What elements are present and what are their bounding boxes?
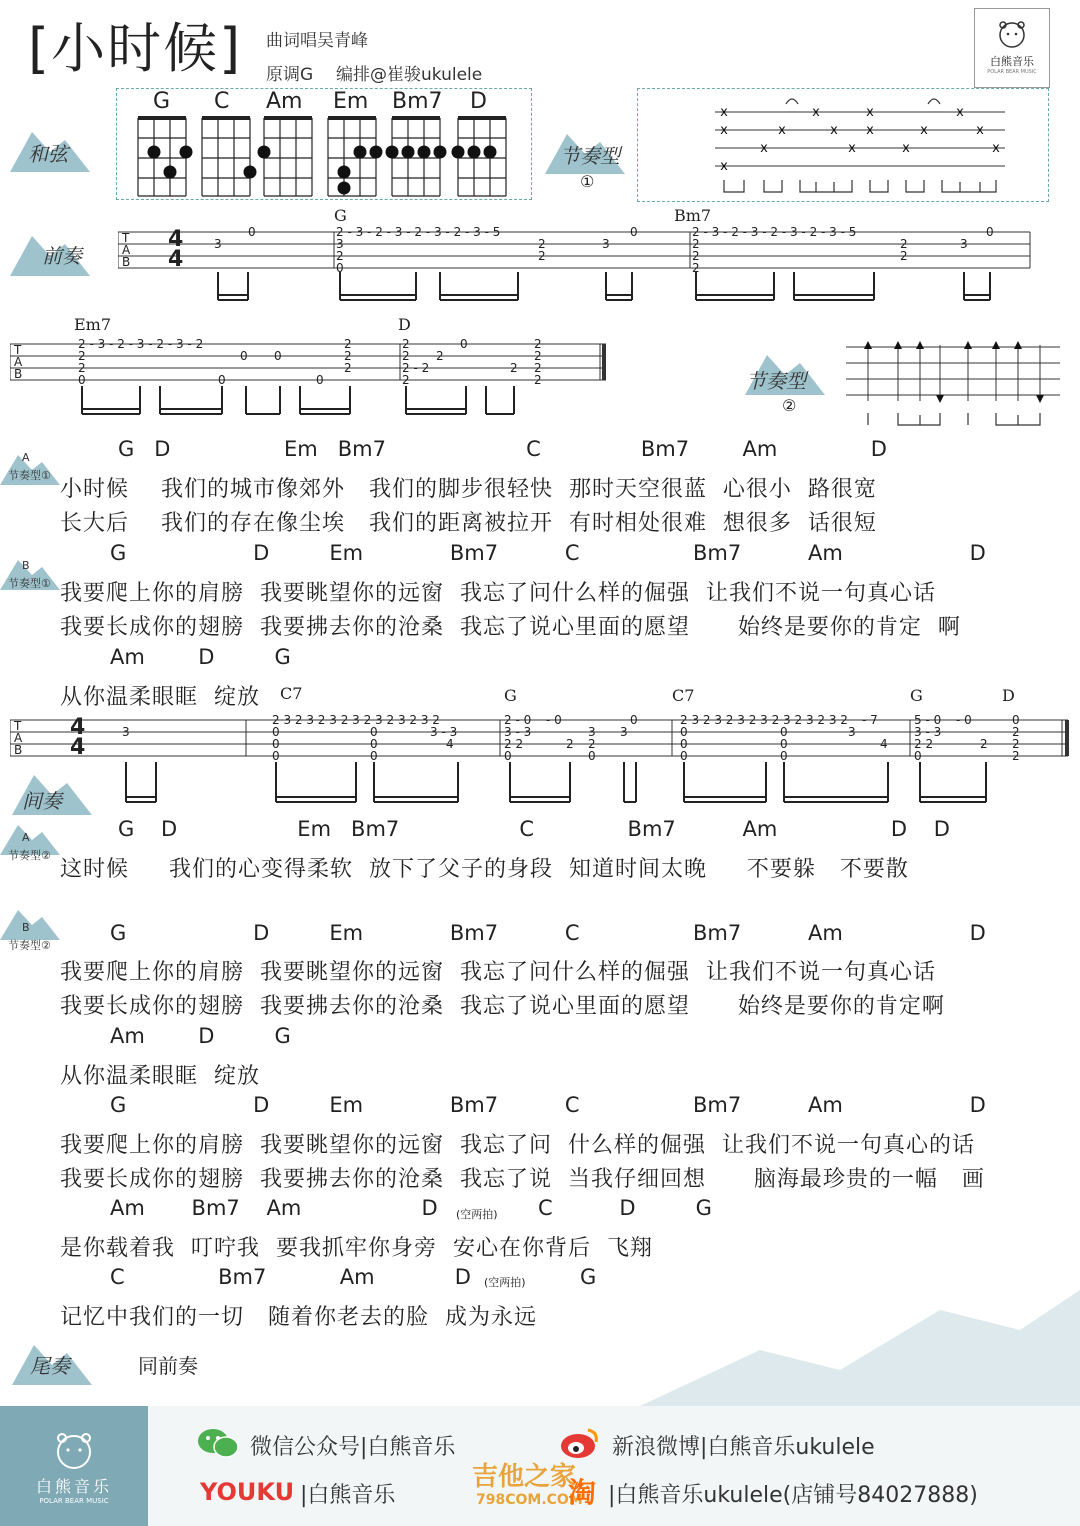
svg-text:3: 3 — [960, 237, 968, 251]
section-marker-a: A — [22, 831, 30, 844]
svg-text:T: T — [14, 719, 22, 733]
svg-text:2 - 3 - 2 - 3 - 2 - 3 - 2 - 3: 2 - 3 - 2 - 3 - 2 - 3 - 2 - 3 - 5 — [336, 225, 501, 239]
footer-logo-text: 白熊音乐 — [35, 1477, 112, 1496]
chord-name-c: C — [214, 89, 230, 114]
lyric-line: 是你载着我 叮咛我 要我抓牢你身旁 安心在你背后 飞翔 — [60, 1236, 653, 1261]
bear-icon — [44, 1426, 104, 1470]
tab-letter-b: B — [122, 255, 131, 269]
chord-line: Am Bm7 Am D — [110, 1196, 438, 1220]
svg-text:0: 0 — [914, 749, 922, 763]
chord-line: G D Em Bm7 C Bm7 Am D — [110, 541, 986, 565]
svg-text:0: 0 — [240, 349, 248, 363]
svg-text:2 - 0: 2 - 0 — [504, 713, 532, 727]
svg-text:2: 2 — [1012, 749, 1020, 763]
chord-line: C Bm7 Am D — [110, 1265, 471, 1289]
svg-text:0: 0 — [680, 737, 688, 751]
section-marker-a: A — [22, 451, 30, 464]
outro-text: 同前奏 — [138, 1354, 198, 1378]
svg-text:A: A — [14, 355, 23, 369]
svg-text:2: 2 — [534, 373, 542, 387]
logo-subtext: POLAR BEAR MUSIC — [987, 69, 1037, 75]
svg-text:0: 0 — [588, 749, 596, 763]
chord-line: Am D G — [110, 1024, 291, 1048]
lyric-line: 我要爬上你的肩膀 我要眺望你的远窗 我忘了问什么样的倔强 让我们不说一句真心话 — [60, 581, 936, 606]
svg-text:x: x — [956, 105, 964, 120]
lyric-line: 长大后 我们的存在像尘埃 我们的距离被拉开 有时相处很难 想很多 话很短 — [60, 511, 877, 536]
intro-tab-row-1 — [118, 208, 1032, 318]
svg-text:2: 2 — [980, 737, 988, 751]
logo-text: 白熊音乐 — [990, 55, 1034, 68]
outro-label: 尾奏 — [30, 1354, 70, 1378]
chords-label: 和弦 — [28, 142, 68, 166]
svg-text:2: 2 — [336, 249, 344, 263]
svg-text:2: 2 — [534, 337, 542, 351]
svg-text:4: 4 — [70, 735, 86, 760]
svg-text:4: 4 — [880, 737, 888, 751]
song-title: [小时候] — [28, 17, 243, 80]
svg-text:x: x — [992, 141, 1000, 156]
svg-text:0: 0 — [780, 737, 788, 751]
svg-text:0: 0 — [336, 261, 344, 275]
brand-logo — [974, 8, 1050, 88]
chord-line: G D Em Bm7 C Bm7 Am D D — [118, 817, 950, 841]
svg-text:0: 0 — [78, 373, 86, 387]
intro-label: 前奏 — [42, 244, 82, 268]
svg-text:0: 0 — [274, 349, 282, 363]
svg-text:0: 0 — [370, 725, 378, 739]
svg-text:4: 4 — [168, 227, 184, 252]
lyric-line: 从你温柔眼眶 绽放 — [60, 685, 260, 710]
svg-text:x: x — [848, 141, 856, 156]
svg-text:2: 2 — [402, 349, 410, 363]
interlude-tab — [10, 706, 1072, 806]
svg-text:0: 0 — [272, 749, 280, 763]
svg-text:0: 0 — [218, 373, 226, 387]
tab-chord-d: D — [1002, 686, 1015, 705]
svg-text:2: 2 — [1012, 737, 1020, 751]
svg-text:0: 0 — [460, 337, 468, 351]
youku-logo: YOUKU — [200, 1478, 295, 1506]
intro-tab-row-2 — [10, 330, 610, 420]
lyric-line: 我要长成你的翅膀 我要拂去你的沧桑 我忘了说 当我仔细回想 脑海最珍贵的一幅 画 — [60, 1167, 985, 1192]
svg-text:2: 2 — [534, 361, 542, 375]
svg-text:0: 0 — [272, 737, 280, 751]
svg-text:2 - 3 - 2 - 3 - 2 - 3 - 2: 2 - 3 - 2 - 3 - 2 - 3 - 2 — [78, 337, 204, 351]
svg-text:x: x — [902, 141, 910, 156]
svg-text:0: 0 — [248, 225, 256, 239]
mountain-icon — [0, 905, 60, 940]
svg-text:3: 3 — [602, 237, 610, 251]
tab-chord-g: G — [504, 686, 517, 705]
chord-line: C D G — [538, 1196, 712, 1220]
svg-text:x: x — [866, 105, 874, 120]
svg-text:3 - 3: 3 - 3 — [914, 725, 942, 739]
svg-text:- 0: - 0 — [956, 713, 972, 727]
svg-text:x: x — [720, 123, 728, 138]
svg-text:2: 2 — [534, 349, 542, 363]
svg-text:2: 2 — [344, 337, 352, 351]
rhythm-number-2: ② — [782, 396, 797, 415]
svg-text:B: B — [14, 743, 23, 757]
lyric-line: 记忆中我们的一切 随着你老去的脸 成为永远 — [60, 1305, 537, 1330]
tab-chord-em7: Em7 — [74, 315, 112, 334]
svg-text:2: 2 — [78, 361, 86, 375]
svg-text:0: 0 — [680, 749, 688, 763]
svg-text:0: 0 — [370, 749, 378, 763]
svg-text:0: 0 — [316, 373, 324, 387]
chord-name-am: Am — [266, 89, 303, 114]
svg-text:0: 0 — [630, 225, 638, 239]
svg-text:2: 2 — [402, 337, 410, 351]
lyric-line: 我要长成你的翅膀 我要拂去你的沧桑 我忘了说心里面的愿望 始终是要你的肯定啊 — [60, 994, 945, 1019]
svg-text:3: 3 — [122, 725, 130, 739]
svg-text:x: x — [866, 123, 874, 138]
svg-text:0: 0 — [1012, 713, 1020, 727]
svg-text:x: x — [760, 141, 768, 156]
svg-text:2 3 2 3 2 3 2 3 2 3 2 3: 2 3 2 3 2 3 2 3 2 3 2 3 2 3 2 — [272, 713, 440, 727]
svg-text:4: 4 — [168, 247, 184, 272]
tab-chord-c7: C7 — [280, 684, 303, 703]
tab-chord-g: G — [910, 686, 923, 705]
tab-chord-c7: C7 — [672, 686, 695, 705]
lyric-line: 从你温柔眼眶 绽放 — [60, 1064, 260, 1089]
lyric-line: 我要爬上你的肩膀 我要眺望你的远窗 我忘了问 什么样的倔强 让我们不说一句真心的话 — [60, 1133, 975, 1158]
wechat-text: 微信公众号|白熊音乐 — [250, 1435, 456, 1460]
rest-note: (空两拍) — [484, 1276, 526, 1289]
svg-text:2: 2 — [1012, 725, 1020, 739]
svg-text:3: 3 — [214, 237, 222, 251]
mountain-landscape — [640, 1280, 1080, 1406]
rhythm-pattern-1 — [640, 90, 1045, 200]
tab-chord-d: D — [398, 315, 411, 334]
chord-name-d: D — [470, 89, 487, 114]
svg-text:2: 2 — [692, 261, 700, 275]
svg-text:2: 2 — [510, 361, 518, 375]
svg-text:2 3 2 3 2 3 2 3 2 3 2 3: 2 3 2 3 2 3 2 3 2 3 2 3 2 3 2 — [680, 713, 848, 727]
svg-text:x: x — [920, 123, 928, 138]
chord-line: Am D G — [110, 645, 291, 669]
key: 原调G — [266, 65, 314, 85]
interlude-label: 间奏 — [22, 789, 62, 813]
svg-text:3 - 3: 3 - 3 — [430, 725, 458, 739]
chord-line: G D Em Bm7 C Bm7 Am D — [110, 1093, 986, 1117]
svg-text:x: x — [976, 123, 984, 138]
svg-text:2 - 2: 2 - 2 — [402, 361, 430, 375]
chord-line: G — [580, 1265, 597, 1289]
svg-text:0: 0 — [986, 225, 994, 239]
rhythm-number-1: ① — [580, 172, 595, 191]
rhythm-ref: 节奏型① — [8, 469, 51, 482]
svg-text:2: 2 — [402, 373, 410, 387]
tab-chord-bm7: Bm7 — [674, 206, 712, 225]
svg-text:2 2: 2 2 — [914, 737, 934, 751]
svg-text:2: 2 — [900, 249, 908, 263]
lyric-line: 我要爬上你的肩膀 我要眺望你的远窗 我忘了问什么样的倔强 让我们不说一句真心话 — [60, 960, 936, 985]
tab-letter-a: A — [122, 243, 131, 257]
svg-text:2: 2 — [344, 349, 352, 363]
chord-name-em: Em — [333, 89, 369, 114]
rhythm-pattern-2 — [846, 335, 1060, 430]
svg-text:- 7: - 7 — [862, 713, 878, 727]
rhythm-ref: 节奏型① — [8, 577, 51, 590]
svg-text:0: 0 — [780, 725, 788, 739]
chord-line: G D Em Bm7 C Bm7 Am D — [110, 921, 986, 945]
taobao-text: |白熊音乐ukulele(店铺号84027888) — [608, 1483, 978, 1508]
svg-text:2: 2 — [78, 349, 86, 363]
svg-text:2: 2 — [692, 249, 700, 263]
svg-text:2 - 3 - 2 - 3 - 2 - 3 - 2 - 3: 2 - 3 - 2 - 3 - 2 - 3 - 2 - 3 - 5 — [692, 225, 857, 239]
svg-text:B: B — [14, 367, 23, 381]
bear-icon — [992, 19, 1032, 49]
svg-text:3 - 3: 3 - 3 — [504, 725, 532, 739]
svg-text:T: T — [14, 343, 22, 357]
svg-text:2 2: 2 2 — [504, 737, 524, 751]
svg-text:0: 0 — [680, 725, 688, 739]
svg-text:0: 0 — [272, 725, 280, 739]
watermark-logo: 吉他之家 — [472, 1462, 577, 1492]
svg-text:0: 0 — [370, 737, 378, 751]
rhythm-label-1: 节奏型 — [560, 144, 620, 168]
rest-note: (空两拍) — [456, 1208, 498, 1221]
rhythm-ref: 节奏型② — [8, 939, 51, 952]
chord-name-bm7: Bm7 — [392, 89, 443, 114]
svg-text:3: 3 — [848, 725, 856, 739]
svg-text:2: 2 — [588, 737, 596, 751]
svg-text:4: 4 — [70, 715, 86, 740]
svg-text:4: 4 — [446, 737, 454, 751]
lyric-line: 这时候 我们的心变得柔软 放下了父子的身段 知道时间太晚 不要躲 不要散 — [60, 857, 909, 882]
svg-text:x: x — [830, 123, 838, 138]
svg-text:2: 2 — [692, 237, 700, 251]
svg-text:3: 3 — [620, 725, 628, 739]
chord-name-g: G — [153, 89, 171, 114]
weibo-text: 新浪微博|白熊音乐ukulele — [612, 1435, 875, 1460]
svg-text:2: 2 — [344, 361, 352, 375]
svg-text:- 0: - 0 — [546, 713, 562, 727]
svg-text:3: 3 — [588, 725, 596, 739]
svg-text:淘: 淘 — [568, 1476, 597, 1509]
lyric-line: 我要长成你的翅膀 我要拂去你的沧桑 我忘了说心里面的愿望 始终是要你的肯定 啊 — [60, 615, 961, 640]
taobao-icon — [566, 1474, 606, 1510]
svg-text:A: A — [14, 731, 23, 745]
tab-chord-g: G — [334, 206, 347, 225]
watermark-url: 798COM.COM — [476, 1492, 583, 1508]
youku-text: |白熊音乐 — [300, 1483, 396, 1508]
chord-diagram-grids — [120, 114, 530, 198]
tab-letter-t: T — [122, 231, 130, 245]
svg-text:2: 2 — [900, 237, 908, 251]
svg-text:2: 2 — [566, 737, 574, 751]
svg-text:2: 2 — [538, 249, 546, 263]
credits: 曲词唱吴青峰 — [266, 31, 368, 51]
arranger: 编排@崔骏ukulele — [336, 65, 483, 85]
section-marker-b: B — [22, 921, 30, 934]
rhythm-ref: 节奏型② — [8, 849, 51, 862]
chord-line: G D Em Bm7 C Bm7 Am D — [118, 437, 887, 461]
svg-text:2: 2 — [436, 349, 444, 363]
svg-text:5 - 0: 5 - 0 — [914, 713, 942, 727]
svg-text:3: 3 — [336, 237, 344, 251]
svg-text:x: x — [720, 159, 728, 174]
footer-logo — [0, 1406, 148, 1526]
footer-logo-subtext: POLAR BEAR MUSIC — [39, 1497, 109, 1505]
svg-text:2: 2 — [538, 237, 546, 251]
svg-text:x: x — [778, 123, 786, 138]
svg-text:0: 0 — [630, 713, 638, 727]
svg-text:x: x — [812, 105, 820, 120]
lyric-line: 小时候 我们的城市像郊外 我们的脚步很轻快 那时天空很蓝 心很小 路很宽 — [60, 477, 877, 502]
svg-text:x: x — [720, 105, 728, 120]
section-marker-b: B — [22, 559, 30, 572]
wechat-icon — [196, 1426, 240, 1460]
rhythm-label-2: 节奏型 — [746, 369, 806, 393]
svg-text:0: 0 — [504, 749, 512, 763]
svg-text:0: 0 — [780, 749, 788, 763]
